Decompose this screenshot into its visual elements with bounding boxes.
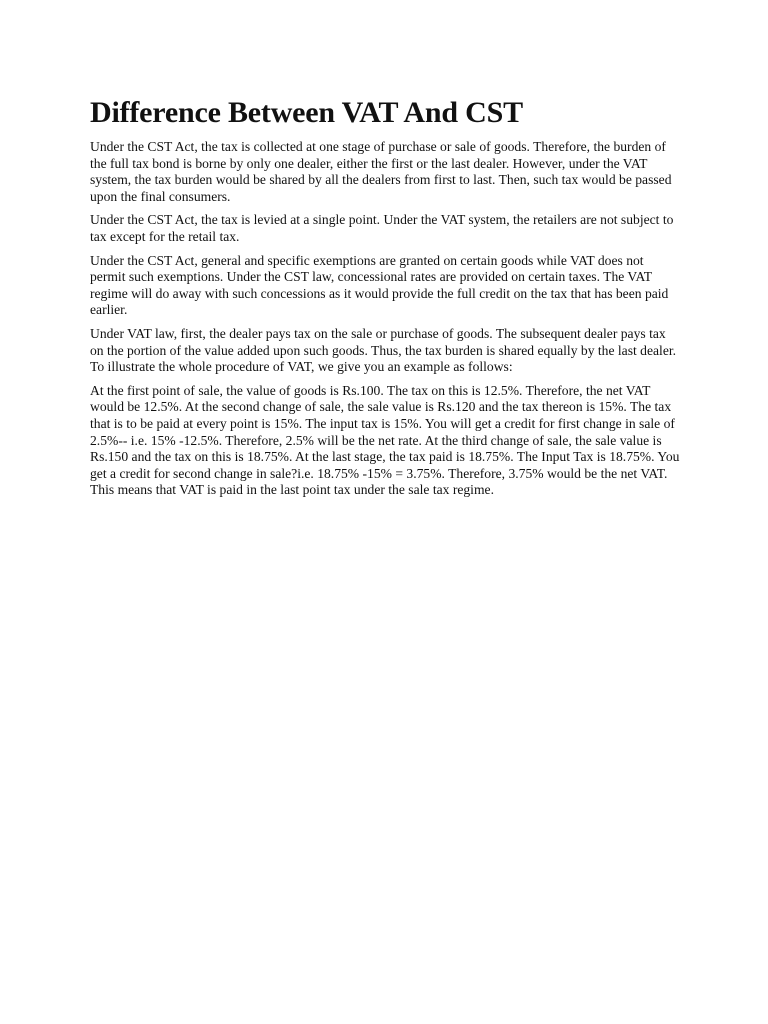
paragraph-3: Under the CST Act, general and specific exemptions are granted on certain goods while VAT does not permit such exemptions. Under the CST law, concessional rates are provided on certain taxes. The VAT regime will do away with such concessions as it would provide the full credit on the tax that has been paid earlier. — [90, 252, 669, 318]
paragraph-5: At the first point of sale, the value of goods is Rs.100. The tax on this is 12.5%. Therefore, the net VAT would be 12.5%. At the second change of sale, the sale value is Rs.120 and the tax thereon is 15%. The tax that is to be paid at every point is 15%. The input tax is 15%. You will get a credit for first change in sale of 2.5%-- i.e. 15% -12.5%. Therefore, 2.5% will be the net rate. At the third change of sale, the sale value is Rs.150 and the tax on this is 18.75%. At the last stage, the tax paid is 18.75%. The Input Tax is 18.75%. You get a credit for second change in sale?i.e. 18.75% -15% = 3.75%. Therefore, 3.75% would be the net VAT. This means that VAT is paid in the last point tax under the sale tax regime. — [90, 382, 680, 498]
document-title: Difference Between VAT And CST — [90, 96, 523, 129]
paragraph-2: Under the CST Act, the tax is levied at a single point. Under the VAT system, the retailers are not subject to tax except for the retail tax. — [90, 212, 674, 244]
paragraph-4: Under VAT law, first, the dealer pays tax on the sale or purchase of goods. The subsequent dealer pays tax on the portion of the value added upon such goods. Thus, the tax burden is shared equally by the last dealer. To illustrate the whole procedure of VAT, we give you an example as follows: — [90, 325, 677, 375]
paragraph-1: Under the CST Act, the tax is collected at one stage of purchase or sale of goods. Therefore, the burden of the full tax bond is borne by only one dealer, either the first or the last dealer. However, under the VAT system, the tax burden would be shared by all the dealers from first to last. Then, such tax would be passed upon the final consumers. — [90, 139, 672, 204]
document-body — [90, 96, 680, 506]
